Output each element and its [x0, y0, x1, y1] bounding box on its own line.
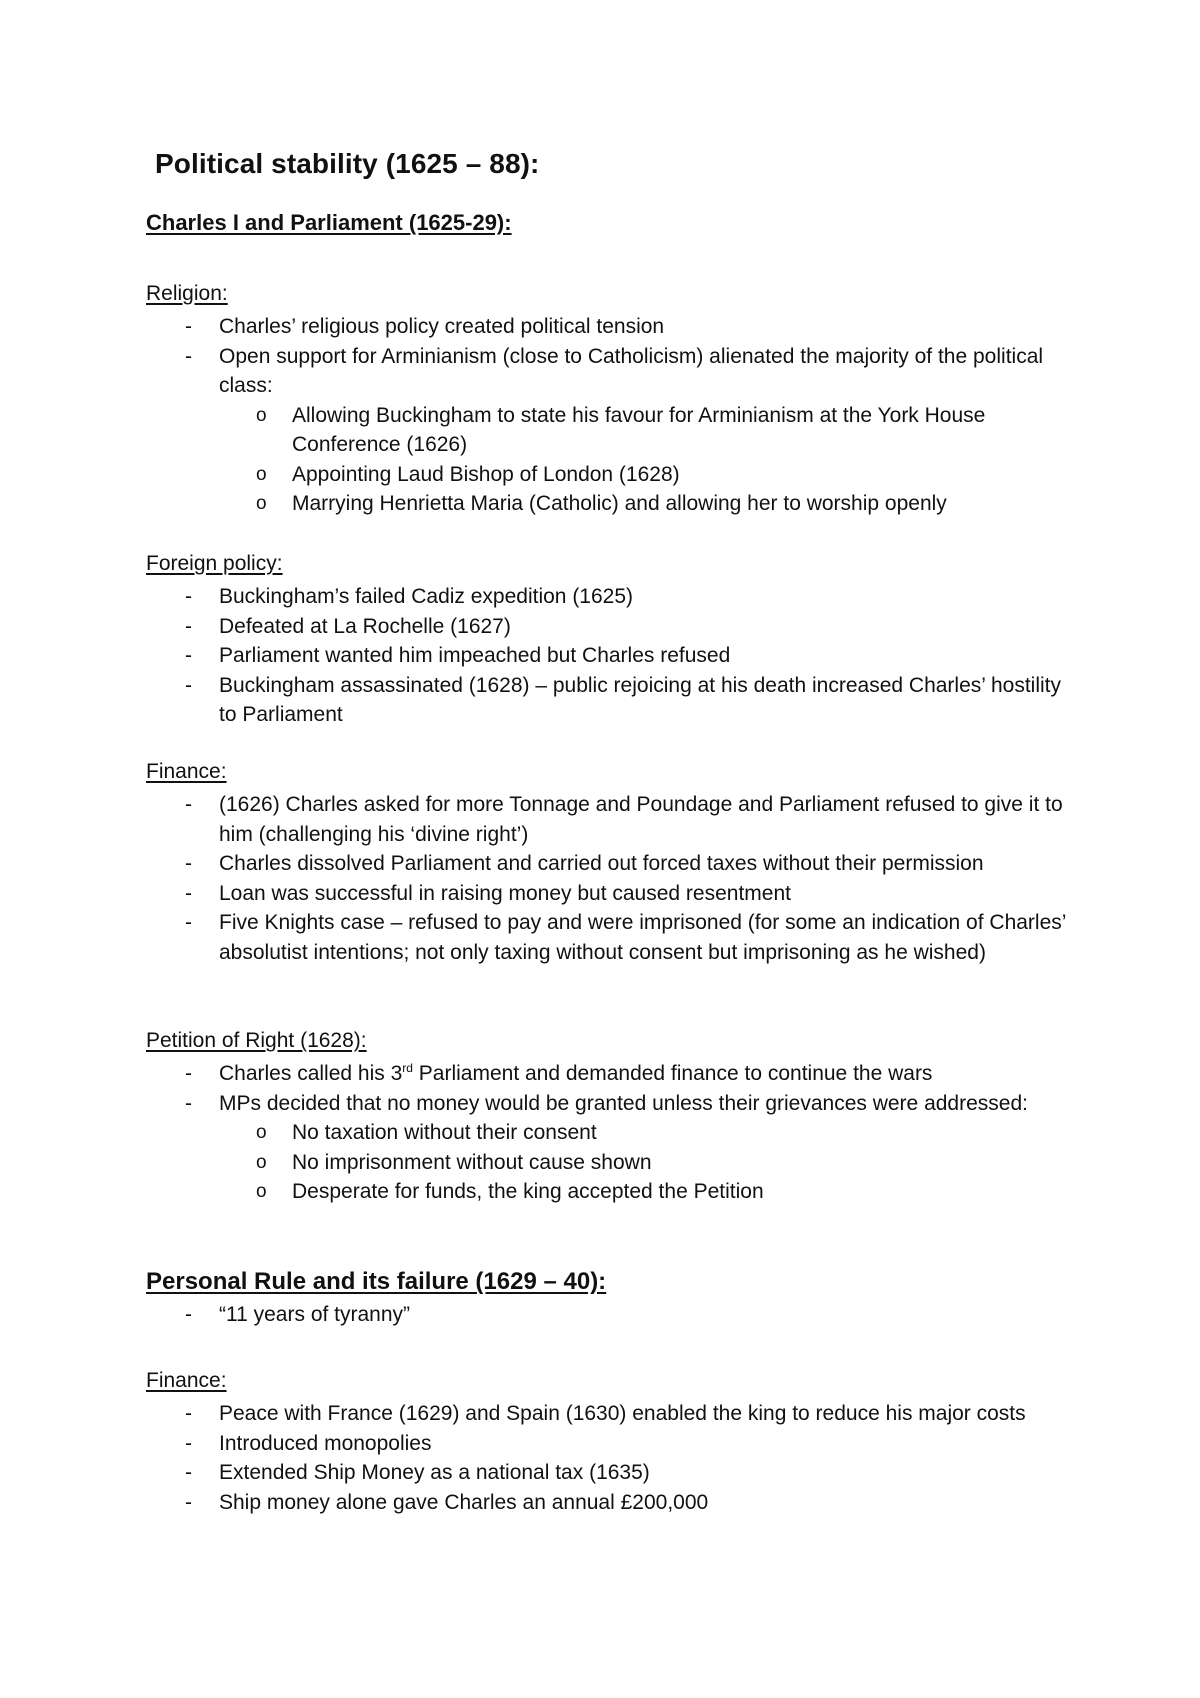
- list-item: - Defeated at La Rochelle (1627): [185, 614, 511, 638]
- list-item: - Parliament wanted him impeached but Charles refused: [185, 644, 731, 667]
- list-item: - Open support for Arminianism (close to Catholicism) alienated the majority of the political class: o Allowing Buckingham to state his favour for Arminianism at the York House Conference (1626) o Appointing Laud Bishop of London (1628) o Marrying Henrietta Maria (Catholic) and allowing her to worship openly: [146, 342, 1076, 519]
- subheading-religion: Religion:: [146, 282, 228, 305]
- list-item: - MPs decided that no money would be granted unless their grievances were addressed: o No taxation without their consent o No imprisonment without cause shown o Desperate for funds, the king accepted the Petition: [146, 1089, 1076, 1207]
- list-item: - Ship money alone gave Charles an annual £200,000: [185, 1490, 709, 1514]
- section-heading-personal-rule: Personal Rule and its failure (1629 – 40):: [146, 1268, 607, 1295]
- list-item: - “11 years of tyranny”: [185, 1303, 411, 1326]
- list-item: - Loan was successful in raising money but caused resentment: [185, 881, 791, 905]
- document-title: Political stability (1625 – 88):: [155, 148, 540, 179]
- petition-sublist: [219, 1118, 1076, 1207]
- subheading-finance: Finance:: [146, 760, 227, 783]
- list-item: - Introduced monopolies: [185, 1431, 432, 1455]
- personal-rule-list: [146, 1300, 1076, 1330]
- subheading-finance-personal-rule: Finance:: [146, 1369, 227, 1392]
- list-item: - Extended Ship Money as a national tax (1635): [185, 1461, 650, 1484]
- section-heading-charles-parliament: Charles I and Parliament (1625-29):: [146, 210, 512, 235]
- religion-list: [146, 312, 1076, 519]
- list-item: - Five Knights case – refused to pay and were imprisoned (for some an indication of Charles’ absolutist intentions; not only taxing without consent but imprisoning as he wished): [185, 911, 1066, 964]
- petition-list: [146, 1059, 1076, 1207]
- sub-list-item: o Appointing Laud Bishop of London (1628): [256, 462, 680, 486]
- religion-sublist: [219, 401, 1076, 519]
- list-item: - Charles’ religious policy created political tension: [185, 315, 665, 338]
- sub-list-item: o Desperate for funds, the king accepted the Petition: [256, 1180, 764, 1203]
- personal-rule-finance-list: [146, 1399, 1076, 1517]
- list-item: - Buckingham’s failed Cadiz expedition (1625): [185, 585, 634, 608]
- sub-list-item: o No imprisonment without cause shown: [256, 1150, 652, 1174]
- list-item: - Charles called his 3rd Parliament and demanded finance to continue the wars: [185, 1061, 933, 1085]
- sub-list-item: o Allowing Buckingham to state his favour for Arminianism at the York House Conference (1626): [256, 403, 986, 456]
- sub-list-item: o Marrying Henrietta Maria (Catholic) and allowing her to worship openly: [256, 492, 947, 515]
- list-item: - Charles dissolved Parliament and carried out forced taxes without their permission: [185, 852, 984, 875]
- foreign-policy-list: [146, 582, 1076, 730]
- list-item: - (1626) Charles asked for more Tonnage and Poundage and Parliament refused to give it to him (challenging his ‘divine right’): [185, 793, 1063, 846]
- subheading-petition-of-right: Petition of Right (1628):: [146, 1029, 367, 1052]
- finance-list: [146, 790, 1076, 967]
- sub-list-item: o No taxation without their consent: [256, 1121, 597, 1144]
- subheading-foreign-policy: Foreign policy:: [146, 552, 283, 575]
- list-item: - Peace with France (1629) and Spain (1630) enabled the king to reduce his major costs: [185, 1402, 1026, 1425]
- list-item: - Buckingham assassinated (1628) – public rejoicing at his death increased Charles’ hostility to Parliament: [185, 673, 1062, 726]
